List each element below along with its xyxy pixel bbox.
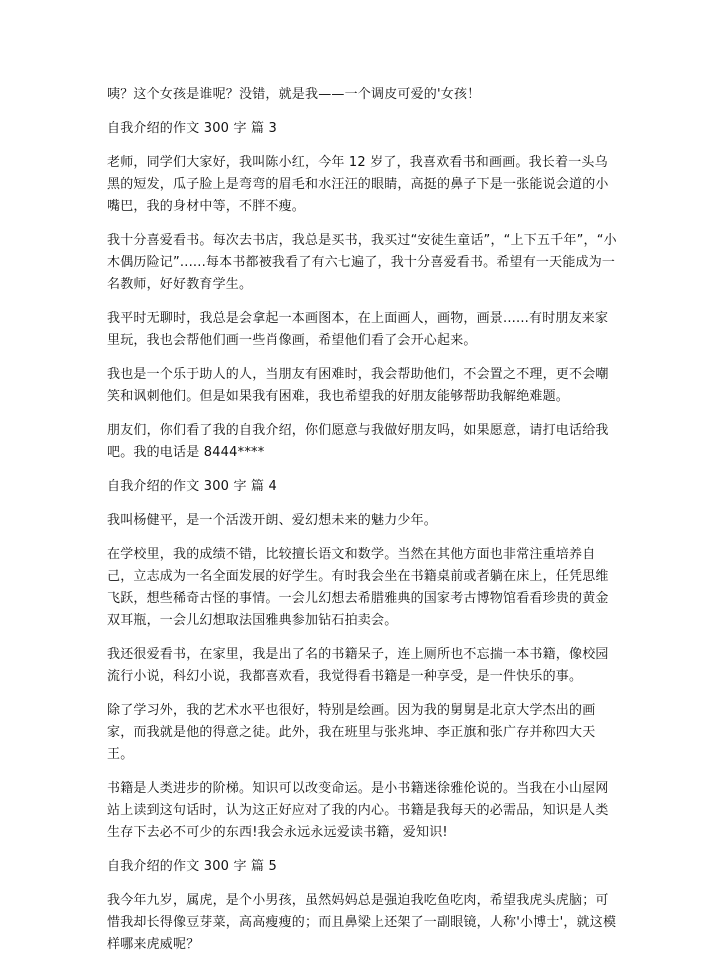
section-3-paragraph-1: 老师，同学们大家好，我叫陈小红，今年 12 岁了，我喜欢看书和画画。我长着一头乌黑的短发，瓜子脸上是弯弯的眉毛和水汪汪的眼睛，高挺的鼻子下是一张能说会道的小嘴巴，我的身材中等，不胖不瘦。 xyxy=(107,155,609,214)
document-body xyxy=(107,84,617,968)
section-3-paragraph-5: 朋友们，你们看了我的自我介绍，你们愿意与我做好朋友吗，如果愿意，请打电话给我吧。我的电话是 8444**** xyxy=(107,423,609,460)
section-5-heading: 自我介绍的作文 300 字 篇 5 xyxy=(107,859,278,874)
section-4-paragraph-1: 我叫杨健平，是一个活泼开朗、爱幻想未来的魅力少年。 xyxy=(107,513,438,528)
section-3-heading: 自我介绍的作文 300 字 篇 3 xyxy=(107,121,278,136)
section-4-heading: 自我介绍的作文 300 字 篇 4 xyxy=(107,479,278,494)
section-5-paragraph-1: 我今年九岁，属虎，是个小男孩，虽然妈妈总是强迫我吃鱼吃肉，希望我虎头虎脑；可惜我却长得像豆芽菜，高高瘦瘦的；而且鼻梁上还架了一副眼镜，人称'小博士'，就这模样哪来虎威呢？ xyxy=(107,893,617,952)
intro-paragraph: 咦？这个女孩是谁呢？没错，就是我——一个调皮可爱的'女孩！ xyxy=(107,87,481,102)
section-4-paragraph-4: 除了学习外，我的艺术水平也很好，特别是绘画。因为我的舅舅是北京大学杰出的画家，而我就是他的得意之徒。此外，我在班里与张兆坤、李正旗和张广存并称四大天王。 xyxy=(107,703,596,762)
section-3-paragraph-2: 我十分喜爱看书。每次去书店，我总是买书，我买过“安徒生童话”，“上下五千年”，“小木偶历险记”......每本书都被我看了有六七遍了，我十分喜爱看书。希望有一天能成为一名教师，好好教育学生。 xyxy=(107,233,617,292)
section-4-paragraph-5: 书籍是人类进步的阶梯。知识可以改变命运。是小书籍迷徐雅伦说的。当我在小山屋网站上读到这句话时，认为这正好应对了我的内心。书籍是我每天的必需品，知识是人类生存下去必不可少的东西!我会永远永远爱读书籍，爱知识! xyxy=(107,781,609,840)
section-4-paragraph-3: 我还很爱看书，在家里，我是出了名的书籍呆子，连上厕所也不忘揣一本书籍，像校园流行小说，科幻小说，我都喜欢看，我觉得看书籍是一种享受，是一件快乐的事。 xyxy=(107,647,609,684)
section-3-paragraph-3: 我平时无聊时，我总是会拿起一本画图本，在上面画人，画物，画景......有时朋友来家里玩，我也会帮他们画一些肖像画，希望他们看了会开心起来。 xyxy=(107,311,609,348)
section-3-paragraph-4: 我也是一个乐于助人的人，当朋友有困难时，我会帮助他们，不会置之不理，更不会嘲笑和讽刺他们。但是如果我有困难，我也希望我的好朋友能够帮助我解绝难题。 xyxy=(107,367,609,404)
section-4-paragraph-2: 在学校里，我的成绩不错，比较擅长语文和数学。当然在其他方面也非常注重培养自己，立志成为一名全面发展的好学生。有时我会坐在书籍桌前或者躺在床上，任凭思维飞跃，想些稀奇古怪的事情。一会儿幻想去希腊雅典的国家考古博物馆看看珍贵的黄金双耳瓶，一会儿幻想取法国雅典参加钻石拍卖会。 xyxy=(107,547,609,628)
